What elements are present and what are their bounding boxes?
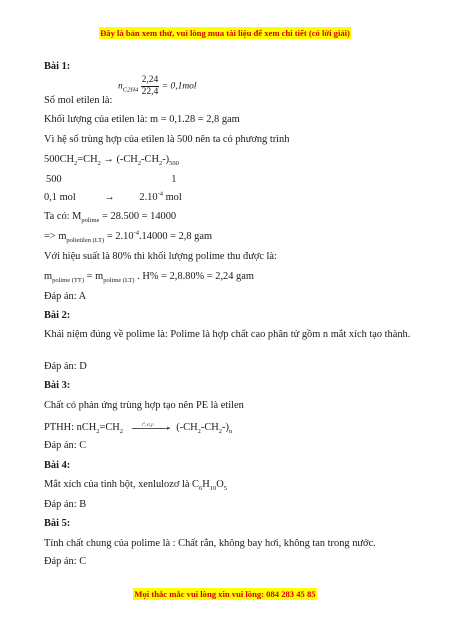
contact-banner	[0, 589, 450, 599]
mol-formula: $n_{C2H4}$ $\frac{2,24}{22,4}$ = 0,1mol	[118, 75, 197, 97]
ratio-row-2: 0,1 mol → $2.10^{-4}$ mol	[44, 190, 182, 203]
contact-banner-text: Mọi thắc mắc vui lòng xin vui lòng: 084 283 45 85	[134, 589, 316, 599]
bai2-answer: Đáp án: D	[44, 361, 87, 372]
bai3-equation: PTHH: $nCH_2=CH_2$ t°,xt,p ▸ $(-CH_2-CH_2-)_n$	[44, 422, 233, 436]
bai4-answer: Đáp án: B	[44, 499, 87, 510]
bai4-text: Mắt xích của tinh bột, xenlulozơ là $C_6H_{10}O_5$	[44, 479, 228, 493]
bai3-answer: Đáp án: C	[44, 440, 87, 451]
reaction-arrow: t°,xt,p ▸	[132, 426, 168, 429]
preview-banner-text: Đây là bản xem thử, vui lòng mua tài liệu để xem chi tiết (có lời giải)	[100, 28, 350, 38]
theoretical-mass-line: => $m_{polietilen (LT)} = 2.10^{-4}.14000 = 2,8$ gam	[44, 229, 213, 245]
yield-line: Với hiệu suất là 80% thì khối lượng polime thu được là:	[44, 251, 277, 262]
bai5-title: Bài 5:	[44, 518, 71, 529]
bai5-text: Tính chất chung của polime là : Chất rắn, không bay hơi, không tan trong nước.	[44, 538, 376, 549]
bai2-text: Khái niệm đúng về polime là: Polime là hợp chất cao phân tử gồm n mắt xích tạo thành.	[44, 329, 411, 340]
polymerization-equation: $500CH_2=CH_2 \to (-CH_2-CH_2-)_{500}$	[44, 154, 179, 168]
reason-line: Vì hệ số trùng hợp của etilen là 500 nên ta có phương trình	[44, 134, 290, 145]
mass-line: Khối lượng của etilen là: m = 0,1.28 = 2,8 gam	[44, 114, 240, 125]
mol-label: Số mol etilen là:	[44, 95, 113, 106]
bai3-text: Chất có phản ứng trùng hợp tạo nên PE là etilen	[44, 400, 244, 411]
mol-fraction: $\frac{2,24}{22,4}$	[141, 75, 159, 97]
actual-mass-line: $m_{polime (TT)} = m_{polime (LT)}$ . H% = 2,8.80% = 2,24 gam	[44, 271, 254, 285]
ratio-row-1: 500 1	[46, 174, 177, 185]
bai4-title: Bài 4:	[44, 460, 71, 471]
bai2-title: Bài 2:	[44, 310, 71, 321]
bai5-answer: Đáp án: C	[44, 556, 87, 567]
bai3-title: Bài 3:	[44, 380, 71, 391]
bai1-answer: Đáp án: A	[44, 291, 87, 302]
molar-mass-line: Ta có: $M_{polime} = 28.500 = 14000$	[44, 211, 177, 225]
preview-banner	[0, 28, 450, 38]
bai1-title: Bài 1:	[44, 61, 71, 72]
